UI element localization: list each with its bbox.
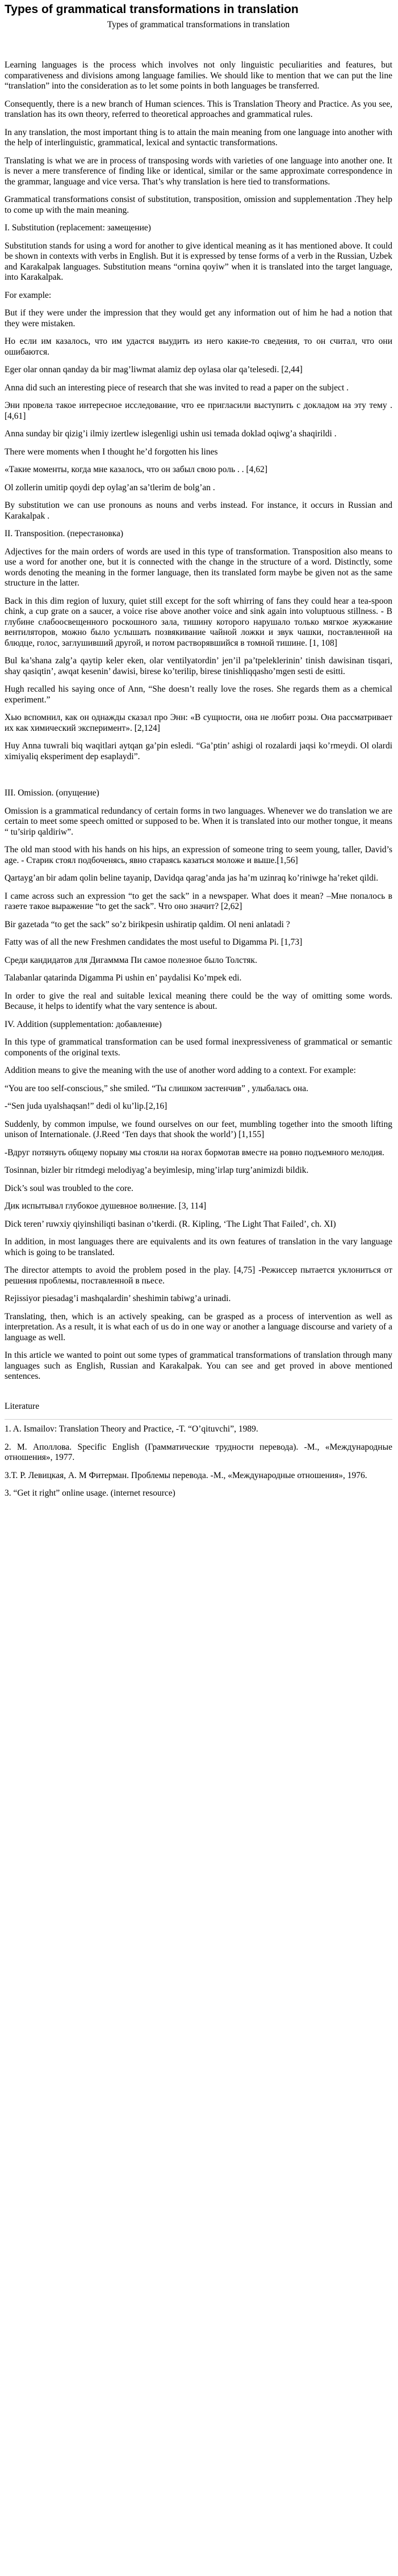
example-sentence: The old man stood with his hands on his hips, an expression of someone tring to seem young, taller, David’s age. - Старик стоял подбоченясь, явно стараясь казаться моложе и выше.[1,56] (5, 845, 392, 865)
example-sentence: Среди кандидатов для Дигаммма Пи самое полезное было Толстяк. (5, 955, 257, 965)
paragraph: For example: (5, 290, 52, 300)
paragraph: Consequently, there is a new branch of Human sciences. This is Translation Theory and Practice. As you see, translation has its own theory, referred to theoretical approaches and grammatical rules. (5, 99, 392, 119)
example-sentence: There were moments when I thought he’d forgotten his lines (5, 447, 218, 457)
paragraph: In this article we wanted to point out some types of grammatical transformations of translation through many languages such as English, Russian and Karakalpak. You can see and get proved in above mentioned sentences. (5, 1350, 392, 1381)
example-sentence: Rejissiyor piesadag’i mashqalardin’ sheshimin tabiwg’a urinadi. (5, 1294, 231, 1303)
reference-item: 3. “Get it right” online usage. (internet resource) (5, 1488, 175, 1498)
example-sentence: But if they were under the impression that they would get any information out of him he had a notion that they were mistaken. (5, 308, 392, 329)
paragraph: In any translation, the most important thing is to attain the main meaning from one language into another with the help of interlinguistic, grammatical, lexical and syntactic transformations. (5, 127, 392, 148)
example-sentence: Хью вспомнил, как он однажды сказал про Энн: «В сущности, она не любит розы. Она рассматривает их как химический эксперимент». [2,124] (5, 713, 392, 733)
section-heading-transposition: II. Transposition. (перестановка) (5, 529, 124, 538)
example-sentence: Dick teren’ ruwxiy qiyinshiliqti basinan o’tkerdi. (R. Kipling, ‘The Light That Failed’, ch. XI) (5, 1219, 336, 1229)
example-sentence: The director attempts to avoid the problem posed in the play. [4,75] -Режиссер пытается уклониться от решения проблемы, поставленной в пьесе. (5, 1265, 392, 1286)
section-heading-addition: IV. Addition (supplementation: добавление) (5, 1019, 162, 1029)
example-sentence: «Такие моменты, когда мне казалось, что он забыл свою роль . . [4,62] (5, 465, 267, 474)
paragraph: Substitution stands for using a word for another to give identical meaning as it has mentioned above. It could be shown in contexts with verbs in English. But it is expressed by tense forms of a verb in the Russian, Uzbek and Karakalpak languages. Substitution means “ornina qoyiw” when it is translated into the target language, into Karakalpak. (5, 241, 392, 282)
example-sentence: Но если им казалось, что им удастся выудить из него какие-то сведения, то он считал, что они ошибаются. (5, 336, 392, 357)
example-sentence: Дик испытывал глубокое душевное волнение. [3, 114] (5, 1201, 207, 1211)
reference-item: 3.Т. Р. Левицкая, А. М Фитерман. Проблемы перевода. -М., «Международные отношения», 1976. (5, 1470, 367, 1480)
example-sentence: Back in this dim region of luxury, quiet still except for the soft whirring of fans they could hear a tea-spoon chink, a cup grate on a saucer, a voice rise above another voice and sink again into voluptuous stillness. - В глубине слабоосвещенного роскошного зала, тишину которого нарушало только мягкое жужжание вентиляторов, можно было услышать позвякивание чайной ложки и звук чашки, поставленной на блюдце, голос, заглушивший другой, и потом растворявшийся в томной тишине. [1, 108] (5, 596, 392, 648)
paragraph: Addition means to give the meaning with the use of another word adding to a context. For example: (5, 1066, 356, 1075)
paragraph: Adjectives for the main orders of words are used in this type of transformation. Transposition also means to use a word for another one, but it is connected with the change in the structure of a word. Distinctly, some words denoting the meaning in the former language, then its translated form maybe be given not as the same structure in the latter. (5, 546, 392, 588)
example-sentence: Anna sunday bir qizig’i ilmiy izertlew islegenligi ushin usi temada doklad oqiwg’a shaqirildi . (5, 429, 337, 439)
paragraph: By substitution we can use pronouns as nouns and verbs instead. For instance, it occurs in Russian and Karakalpak . (5, 500, 392, 521)
paragraph: In order to give the real and suitable lexical meaning there could be the way of omitting some words. Because, it helps to identify what the vary sentence is about. (5, 991, 392, 1011)
example-sentence: Bir gazetada “to get the sack” so’z birikpesin ushiratip qaldim. Ol neni anlatadi ? (5, 919, 290, 929)
example-sentence: Fatty was of all the new Freshmen candidates the most useful to Digamma Pi. [1,73] (5, 937, 303, 947)
paragraph: Translating, then, which is an actively speaking, can be grasped as a process of intervention as well as interpretation. As a result, it is what each of us do in one way or another a language discourse and variety of a language as well. (5, 1311, 392, 1342)
reference-item: 2. М. Аполлова. Specific English (Грамматические трудности перевода). -М., «Международные отношения», 1977. (5, 1442, 392, 1462)
literature-divider (5, 1419, 392, 1420)
section-heading-omission: III. Omission. (опущение) (5, 788, 99, 798)
example-sentence: Bul ka’shana zalg’a qaytip keler eken, olar ventilyatordin’ jen’il pa’tpeleklerinin’ tinish dawisinan tisqari, shay qasiqtin’, awqat kesenin’ dawisi, birese ko’terilip, birese tinishliqqasho’mgen sesti de esitti. (5, 656, 392, 676)
example-sentence: Hugh recalled his saying once of Ann, “She doesn’t really love the roses. She regards them as a chemical experiment.” (5, 684, 392, 705)
example-sentence: Anna did such an interesting piece of research that she was invited to read a paper on the subject . (5, 382, 349, 393)
page-title: Types of grammatical transformations in translation (5, 3, 299, 16)
example-sentence: Tosinnan, bizler bir ritmdegi melodiyag’a beyimlesip, ming’irlap turg’animizdi bildik. (5, 1165, 309, 1175)
page-subtitle: Types of grammatical transformations in translation (107, 20, 290, 30)
paragraph: Translating is what we are in process of transposing words with varieties of one language into another one. It is never a mere transference of finding like or identical, similar or the same approximate correspondence in the grammar, language and vice versa. That’s why translation is here tied to transformations. (5, 155, 392, 187)
example-sentence: -Вдруг потянуть общему порыву мы стояли на ногах бормотав вместе на ровно подъемного мелодия. (5, 1147, 384, 1157)
section-heading-substitution: I. Substitution (replacement: замещение) (5, 223, 151, 233)
article-body (5, 60, 392, 1499)
example-sentence: Ol zollerin umitip qoydi dep oylag’an sa’tlerim de bolg’an . (5, 482, 215, 493)
paragraph: In this type of grammatical transformation can be used formal inexpressiveness of grammatical or semantic components of the original texts. (5, 1037, 392, 1058)
paragraph: In addition, in most languages there are equivalents and its own features of translation in the vary language which is going to be translated. (5, 1237, 392, 1257)
example-sentence: Эни провела такое интересное исследование, что ее пригласили выступить с докладом на эту тему . [4,61] (5, 401, 392, 421)
paragraph: Learning languages is the process which involves not only linguistic peculiarities and features, but comparativeness and divisions among language families. We should like to mention that we can put the line “translation” into the consideration as to let some points in both languages be transferred. (5, 60, 392, 91)
reference-item: 1. A. Ismailov: Translation Theory and Practice, -T. “O’qituvchi”, 1989. (5, 1424, 258, 1434)
paragraph: Grammatical transformations consist of substitution, transposition, omission and supplementation .They help to come up with the main meaning. (5, 195, 392, 215)
literature-heading: Literature (5, 1401, 40, 1411)
paragraph: Omission is a grammatical redundancy of certain forms in two languages. Whenever we do translation we are certain to meet some speech omitted or supposed to be. When it is translated into our mother tongue, it means “ tu’sirip qaldiriw”. (5, 806, 392, 837)
example-sentence: Dick’s soul was troubled to the core. (5, 1183, 133, 1193)
example-sentence: I came across such an expression “to get the sack” in a newspaper. What does it mean? –Мне попалось в газете такое выражение “to get the sack”. Что оно значит? [2,62] (5, 891, 392, 911)
example-sentence: Eger olar onnan qanday da bir mag’liwmat alamiz dep oylasa olar qa’telesedi. [2,44] (5, 365, 303, 374)
example-sentence: Suddenly, by common impulse, we found ourselves on our feet, mumbling together into the smooth lifting unison of Internationale. (J.Reed ‘Ten days that shook the world’) [1,155] (5, 1119, 392, 1139)
example-sentence: Talabanlar qatarinda Digamma Pi ushin en’ paydalisi Ko’mpek edi. (5, 973, 242, 983)
example-sentence: “You are too self-conscious,” she smiled. “Ты слишком застенчив” , улыбалась она. (5, 1083, 308, 1093)
example-sentence: Huy Anna tuwrali biq waqitlari aytqan ga’pin esledi. “Ga’ptin’ ashigi ol rozalardi jaqsi ko’rmeydi. Ol olardi ximiyaliq eksperiment dep esaplaydi”. (5, 741, 392, 761)
example-sentence: -“Sen juda uyalshaqsan!” dedi ol ku’lip.[2,16] (5, 1101, 167, 1111)
example-sentence: Qartayg’an bir adam qolin beline tayanip, Davidqa qarag’anda jas ha’m uzinraq ko’riniwge ha’reket qildi. (5, 873, 379, 883)
